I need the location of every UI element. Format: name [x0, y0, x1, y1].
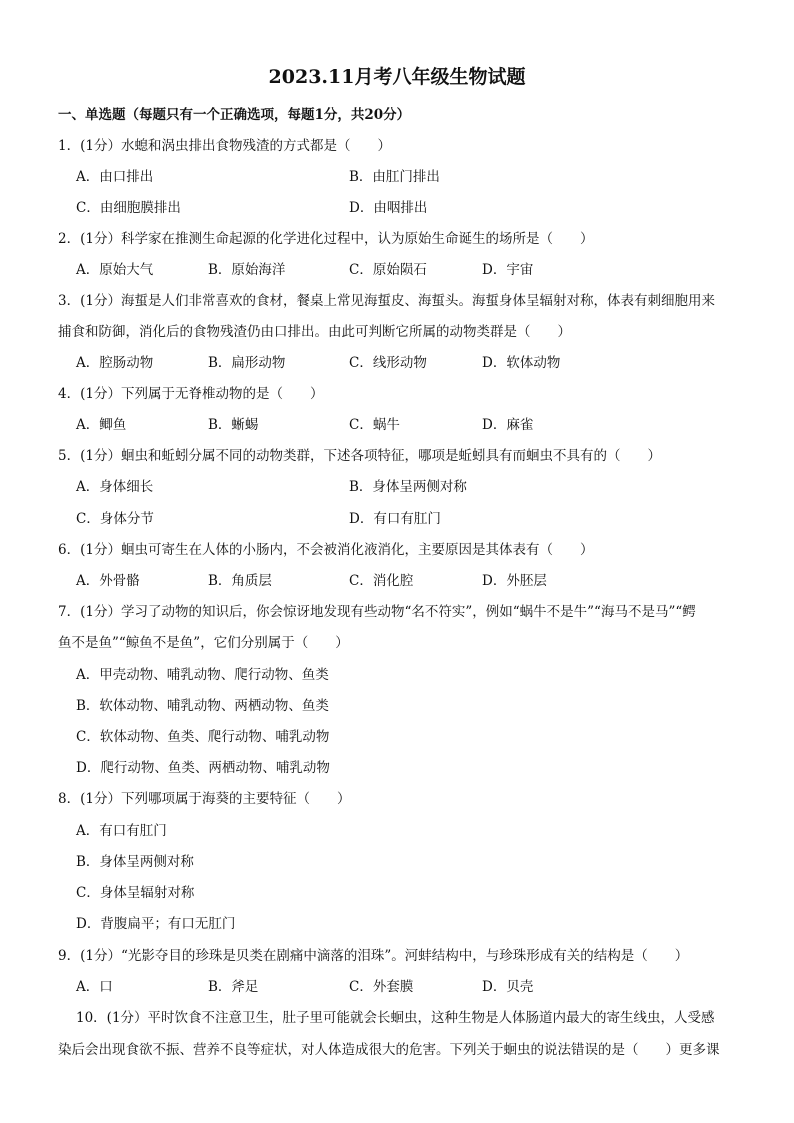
question-6-option-b: B．角质层	[208, 573, 272, 589]
question-3-option-a: A．腔肠动物	[76, 355, 154, 371]
question-7-option-a: A．甲壳动物、哺乳动物、爬行动物、鱼类	[76, 667, 329, 683]
question-6-option-c: C．消化腔	[349, 573, 414, 589]
question-4-option-c: C．蜗牛	[349, 417, 400, 433]
question-1-stem: 1．(1分）水螅和涡虫排出食物残渣的方式都是（ ）	[58, 138, 391, 154]
question-7-option-d: D．爬行动物、鱼类、两栖动物、哺乳动物	[76, 760, 330, 776]
question-8-option-a: A．有口有肛门	[76, 823, 167, 839]
question-3-option-c: C．线形动物	[349, 355, 427, 371]
question-6-option-d: D．外胚层	[482, 573, 547, 589]
question-9-option-a: A．口	[76, 979, 113, 995]
question-4-option-a: A．鲫鱼	[76, 417, 127, 433]
question-8-option-d: D．背腹扁平；有口无肛门	[76, 916, 236, 932]
question-2-option-d: D．宇宙	[482, 262, 534, 278]
question-2-option-b: B．原始海洋	[208, 262, 286, 278]
question-5-option-a: A．身体细长	[76, 479, 154, 495]
question-9-option-b: B．斧足	[208, 979, 259, 995]
question-4-option-b: B．蜥蜴	[208, 417, 259, 433]
question-7-stem-line-1: 7．(1分）学习了动物的知识后，你会惊讶地发现有些动物“名不符实”，例如“蜗牛不是牛”“海马不是马”“鳄	[58, 604, 696, 620]
question-10-stem-line-2: 染后会出现食欲不振、营养不良等症状，对人体造成很大的危害。下列关于蛔虫的说法错误的是（ ）更多课	[58, 1042, 720, 1058]
question-9-option-c: C．外套膜	[349, 979, 414, 995]
question-9-stem: 9．(1分）“光影夺目的珍珠是贝类在剧痛中滴落的泪珠”。河蚌结构中，与珍珠形成有关的结构是（ ）	[58, 948, 689, 964]
question-1-option-d: D．由咽排出	[349, 200, 428, 216]
question-2-option-c: C．原始陨石	[349, 262, 427, 278]
question-9-option-d: D．贝壳	[482, 979, 534, 995]
question-3-option-b: B．扁形动物	[208, 355, 286, 371]
question-7-option-c: C．软体动物、鱼类、爬行动物、哺乳动物	[76, 729, 330, 745]
question-8-option-b: B．身体呈两侧对称	[76, 854, 194, 870]
question-5-option-b: B．身体呈两侧对称	[349, 479, 467, 495]
question-5-option-d: D．有口有肛门	[349, 511, 441, 527]
question-7-stem-line-2: 鱼不是鱼”“鲸鱼不是鱼”，它们分别属于（ ）	[58, 635, 349, 651]
question-2-option-a: A．原始大气	[76, 262, 154, 278]
question-10-stem-line-1: 10．(1分）平时饮食不注意卫生，肚子里可能就会长蛔虫，这种生物是人体肠道内最大的寄生线虫，人受感	[76, 1010, 715, 1026]
question-6-option-a: A．外骨骼	[76, 573, 140, 589]
question-8-option-c: C．身体呈辐射对称	[76, 885, 195, 901]
question-2-stem: 2．(1分）科学家在推测生命起源的化学进化过程中，认为原始生命诞生的场所是（ ）	[58, 231, 594, 247]
section-heading: 一、单选题（每题只有一个正确选项，每题1分，共20分）	[58, 107, 411, 123]
question-1-option-a: A．由口排出	[76, 169, 154, 185]
question-3-stem-line-1: 3．(1分）海蜇是人们非常喜欢的食材，餐桌上常见海蜇皮、海蜇头。海蜇身体呈辐射对称，体表有刺细胞用来	[58, 293, 715, 309]
question-5-stem: 5．(1分）蛔虫和蚯蚓分属不同的动物类群，下述各项特征，哪项是蚯蚓具有而蛔虫不具有的（ ）	[58, 448, 661, 464]
question-3-stem-line-2: 捕食和防御，消化后的食物残渣仍由口排出。由此可判断它所属的动物类群是（ ）	[58, 324, 571, 340]
question-8-stem: 8．(1分）下列哪项属于海葵的主要特征（ ）	[58, 791, 351, 807]
question-1-option-b: B．由肛门排出	[349, 169, 440, 185]
question-3-option-d: D．软体动物	[482, 355, 561, 371]
question-1-option-c: C．由细胞膜排出	[76, 200, 181, 216]
question-6-stem: 6．(1分）蛔虫可寄生在人体的小肠内，不会被消化液消化，主要原因是其体表有（ ）	[58, 542, 594, 558]
exam-title: 2023.11月考八年级生物试题	[268, 66, 526, 88]
question-4-option-d: D．麻雀	[482, 417, 534, 433]
question-7-option-b: B．软体动物、哺乳动物、两栖动物、鱼类	[76, 698, 329, 714]
question-4-stem: 4．(1分）下列属于无脊椎动物的是（ ）	[58, 386, 324, 402]
question-5-option-c: C．身体分节	[76, 511, 154, 527]
